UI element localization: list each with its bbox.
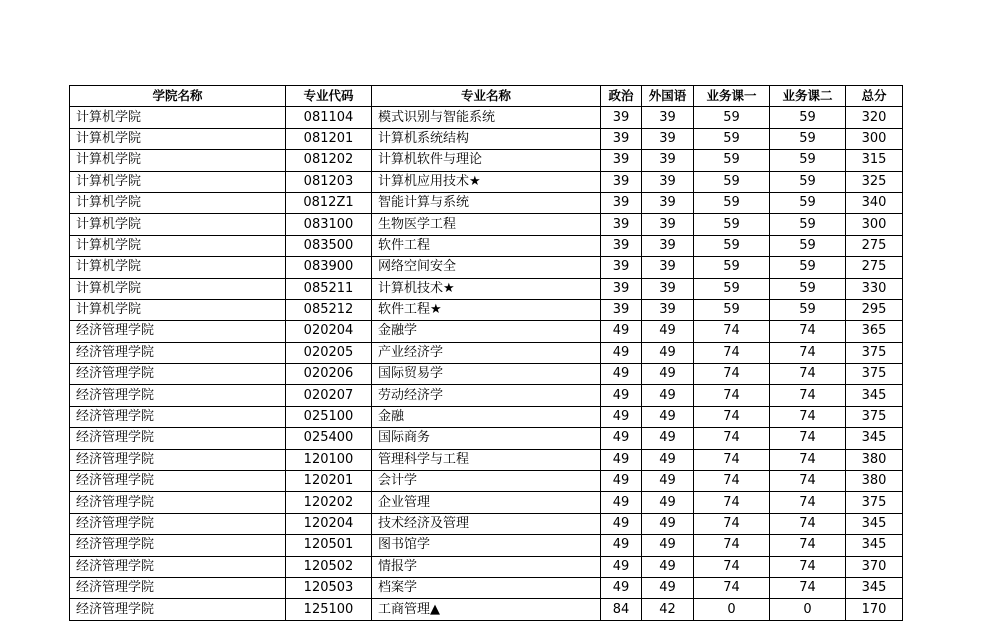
- cell-course-two: 59: [770, 171, 846, 192]
- cell-politics: 39: [601, 278, 642, 299]
- table-row: [70, 192, 903, 213]
- cell-major-name: 档案学: [372, 577, 601, 598]
- cell-course-two: 74: [770, 535, 846, 556]
- cell-major-code: 085211: [286, 278, 372, 299]
- table-row: [70, 321, 903, 342]
- cell-course-one: 74: [694, 513, 770, 534]
- cell-major-name: 模式识别与智能系统: [372, 107, 601, 128]
- cell-college: 经济管理学院: [70, 599, 286, 620]
- cell-politics: 49: [601, 492, 642, 513]
- header-politics: 政治: [601, 86, 642, 107]
- table-row: [70, 449, 903, 470]
- cell-major-name: 网络空间安全: [372, 257, 601, 278]
- cell-college: 经济管理学院: [70, 535, 286, 556]
- cell-major-name: 技术经济及管理: [372, 513, 601, 534]
- table-row: [70, 492, 903, 513]
- cell-politics: 39: [601, 150, 642, 171]
- cell-foreign-language: 49: [642, 535, 694, 556]
- cell-course-two: 59: [770, 257, 846, 278]
- cell-course-one: 74: [694, 385, 770, 406]
- cell-politics: 49: [601, 449, 642, 470]
- cell-course-two: 59: [770, 192, 846, 213]
- cell-total: 275: [846, 235, 903, 256]
- cell-course-one: 59: [694, 107, 770, 128]
- cell-major-name: 产业经济学: [372, 342, 601, 363]
- cell-course-one: 74: [694, 406, 770, 427]
- cell-course-one: 74: [694, 342, 770, 363]
- cell-course-two: 59: [770, 299, 846, 320]
- cell-course-two: 74: [770, 428, 846, 449]
- header-foreign-language: 外国语: [642, 86, 694, 107]
- cell-college: 经济管理学院: [70, 428, 286, 449]
- cell-major-code: 020205: [286, 342, 372, 363]
- cell-foreign-language: 39: [642, 257, 694, 278]
- cell-total: 300: [846, 214, 903, 235]
- cell-major-code: 025400: [286, 428, 372, 449]
- cell-course-two: 59: [770, 278, 846, 299]
- cell-politics: 39: [601, 235, 642, 256]
- cell-course-one: 59: [694, 299, 770, 320]
- table-row: [70, 556, 903, 577]
- cell-major-name: 计算机软件与理论: [372, 150, 601, 171]
- cell-major-name: 计算机系统结构: [372, 128, 601, 149]
- cell-politics: 49: [601, 535, 642, 556]
- table-header-row: [70, 86, 903, 107]
- cell-foreign-language: 49: [642, 385, 694, 406]
- cell-college: 计算机学院: [70, 299, 286, 320]
- cell-total: 375: [846, 492, 903, 513]
- cell-major-code: 020204: [286, 321, 372, 342]
- cell-major-name: 软件工程★: [372, 299, 601, 320]
- cell-college: 经济管理学院: [70, 577, 286, 598]
- cell-college: 计算机学院: [70, 257, 286, 278]
- cell-college: 经济管理学院: [70, 385, 286, 406]
- header-major-code: 专业代码: [286, 86, 372, 107]
- table-row: [70, 299, 903, 320]
- cell-college: 经济管理学院: [70, 321, 286, 342]
- cell-major-code: 120201: [286, 471, 372, 492]
- cell-college: 经济管理学院: [70, 513, 286, 534]
- cell-foreign-language: 49: [642, 471, 694, 492]
- cell-foreign-language: 49: [642, 406, 694, 427]
- cell-total: 375: [846, 406, 903, 427]
- cell-course-two: 74: [770, 449, 846, 470]
- cell-foreign-language: 39: [642, 107, 694, 128]
- cell-course-one: 74: [694, 321, 770, 342]
- cell-total: 315: [846, 150, 903, 171]
- score-table: [69, 85, 903, 621]
- cell-major-code: 083500: [286, 235, 372, 256]
- cell-major-code: 081104: [286, 107, 372, 128]
- header-course-two: 业务课二: [770, 86, 846, 107]
- header-major-name: 专业名称: [372, 86, 601, 107]
- cell-major-code: 081202: [286, 150, 372, 171]
- cell-college: 计算机学院: [70, 235, 286, 256]
- cell-total: 295: [846, 299, 903, 320]
- cell-major-code: 120502: [286, 556, 372, 577]
- cell-total: 375: [846, 364, 903, 385]
- cell-total: 345: [846, 535, 903, 556]
- cell-politics: 39: [601, 257, 642, 278]
- cell-course-one: 74: [694, 492, 770, 513]
- cell-major-code: 120501: [286, 535, 372, 556]
- cell-major-code: 0812Z1: [286, 192, 372, 213]
- cell-course-one: 74: [694, 577, 770, 598]
- cell-course-two: 0: [770, 599, 846, 620]
- cell-major-name: 国际商务: [372, 428, 601, 449]
- cell-foreign-language: 39: [642, 235, 694, 256]
- table-row: [70, 150, 903, 171]
- cell-college: 经济管理学院: [70, 556, 286, 577]
- cell-college: 计算机学院: [70, 107, 286, 128]
- cell-politics: 49: [601, 577, 642, 598]
- cell-major-code: 081203: [286, 171, 372, 192]
- cell-college: 经济管理学院: [70, 449, 286, 470]
- cell-course-one: 59: [694, 192, 770, 213]
- cell-course-one: 0: [694, 599, 770, 620]
- cell-foreign-language: 39: [642, 299, 694, 320]
- cell-total: 345: [846, 577, 903, 598]
- table-row: [70, 364, 903, 385]
- header-course-one: 业务课一: [694, 86, 770, 107]
- cell-major-name: 国际贸易学: [372, 364, 601, 385]
- cell-course-one: 74: [694, 428, 770, 449]
- cell-college: 计算机学院: [70, 214, 286, 235]
- cell-major-name: 情报学: [372, 556, 601, 577]
- cell-total: 345: [846, 428, 903, 449]
- table-row: [70, 577, 903, 598]
- cell-course-one: 59: [694, 235, 770, 256]
- cell-foreign-language: 39: [642, 278, 694, 299]
- cell-course-two: 59: [770, 214, 846, 235]
- cell-total: 340: [846, 192, 903, 213]
- cell-major-name: 图书馆学: [372, 535, 601, 556]
- cell-total: 320: [846, 107, 903, 128]
- cell-major-name: 管理科学与工程: [372, 449, 601, 470]
- cell-foreign-language: 49: [642, 449, 694, 470]
- cell-politics: 49: [601, 321, 642, 342]
- cell-major-name: 智能计算与系统: [372, 192, 601, 213]
- cell-major-code: 081201: [286, 128, 372, 149]
- cell-major-name: 金融学: [372, 321, 601, 342]
- cell-politics: 39: [601, 299, 642, 320]
- cell-major-code: 083900: [286, 257, 372, 278]
- cell-total: 300: [846, 128, 903, 149]
- cell-total: 365: [846, 321, 903, 342]
- cell-course-two: 74: [770, 385, 846, 406]
- cell-major-name: 劳动经济学: [372, 385, 601, 406]
- cell-course-one: 74: [694, 449, 770, 470]
- cell-course-one: 59: [694, 278, 770, 299]
- cell-college: 经济管理学院: [70, 492, 286, 513]
- table-row: [70, 257, 903, 278]
- cell-course-two: 74: [770, 577, 846, 598]
- cell-course-two: 74: [770, 471, 846, 492]
- cell-course-two: 74: [770, 364, 846, 385]
- cell-course-two: 74: [770, 513, 846, 534]
- cell-course-one: 74: [694, 364, 770, 385]
- header-college: 学院名称: [70, 86, 286, 107]
- cell-foreign-language: 42: [642, 599, 694, 620]
- cell-course-one: 74: [694, 535, 770, 556]
- cell-politics: 39: [601, 128, 642, 149]
- cell-major-code: 120100: [286, 449, 372, 470]
- cell-course-two: 74: [770, 321, 846, 342]
- cell-major-code: 085212: [286, 299, 372, 320]
- cell-course-two: 59: [770, 107, 846, 128]
- table-row: [70, 471, 903, 492]
- cell-total: 275: [846, 257, 903, 278]
- cell-major-code: 083100: [286, 214, 372, 235]
- cell-college: 经济管理学院: [70, 342, 286, 363]
- cell-politics: 84: [601, 599, 642, 620]
- cell-foreign-language: 49: [642, 577, 694, 598]
- cell-foreign-language: 49: [642, 556, 694, 577]
- cell-foreign-language: 49: [642, 342, 694, 363]
- table-row: [70, 214, 903, 235]
- cell-foreign-language: 39: [642, 192, 694, 213]
- cell-total: 370: [846, 556, 903, 577]
- cell-college: 经济管理学院: [70, 471, 286, 492]
- cell-course-one: 59: [694, 150, 770, 171]
- cell-total: 325: [846, 171, 903, 192]
- cell-course-two: 74: [770, 342, 846, 363]
- cell-college: 计算机学院: [70, 278, 286, 299]
- cell-politics: 49: [601, 364, 642, 385]
- cell-major-code: 025100: [286, 406, 372, 427]
- cell-foreign-language: 49: [642, 492, 694, 513]
- cell-total: 380: [846, 471, 903, 492]
- cell-total: 345: [846, 385, 903, 406]
- cell-foreign-language: 49: [642, 321, 694, 342]
- table-row: [70, 599, 903, 620]
- cell-politics: 39: [601, 107, 642, 128]
- table-row: [70, 535, 903, 556]
- table-row: [70, 385, 903, 406]
- cell-course-one: 59: [694, 128, 770, 149]
- cell-total: 345: [846, 513, 903, 534]
- cell-major-name: 计算机技术★: [372, 278, 601, 299]
- cell-foreign-language: 39: [642, 214, 694, 235]
- cell-course-two: 74: [770, 492, 846, 513]
- cell-course-one: 59: [694, 171, 770, 192]
- table-row: [70, 513, 903, 534]
- cell-major-code: 020206: [286, 364, 372, 385]
- cell-total: 380: [846, 449, 903, 470]
- cell-course-one: 74: [694, 471, 770, 492]
- cell-politics: 49: [601, 428, 642, 449]
- cell-course-two: 59: [770, 235, 846, 256]
- cell-total: 170: [846, 599, 903, 620]
- cell-major-name: 工商管理▲: [372, 599, 601, 620]
- table-body: [70, 107, 903, 620]
- cell-course-two: 74: [770, 406, 846, 427]
- cell-total: 330: [846, 278, 903, 299]
- cell-politics: 39: [601, 171, 642, 192]
- cell-course-one: 74: [694, 556, 770, 577]
- cell-major-code: 120204: [286, 513, 372, 534]
- cell-course-one: 59: [694, 257, 770, 278]
- table-row: [70, 128, 903, 149]
- cell-foreign-language: 49: [642, 513, 694, 534]
- cell-politics: 49: [601, 556, 642, 577]
- cell-major-name: 软件工程: [372, 235, 601, 256]
- cell-major-name: 计算机应用技术★: [372, 171, 601, 192]
- table-row: [70, 235, 903, 256]
- cell-college: 经济管理学院: [70, 406, 286, 427]
- cell-politics: 39: [601, 214, 642, 235]
- cell-course-two: 74: [770, 556, 846, 577]
- cell-college: 计算机学院: [70, 171, 286, 192]
- cell-major-name: 生物医学工程: [372, 214, 601, 235]
- cell-course-two: 59: [770, 150, 846, 171]
- cell-college: 计算机学院: [70, 128, 286, 149]
- cell-foreign-language: 39: [642, 171, 694, 192]
- cell-major-code: 120202: [286, 492, 372, 513]
- cell-college: 计算机学院: [70, 192, 286, 213]
- cell-politics: 49: [601, 342, 642, 363]
- table-row: [70, 428, 903, 449]
- cell-college: 经济管理学院: [70, 364, 286, 385]
- cell-foreign-language: 49: [642, 428, 694, 449]
- cell-course-one: 59: [694, 214, 770, 235]
- cell-major-name: 企业管理: [372, 492, 601, 513]
- cell-politics: 49: [601, 406, 642, 427]
- cell-major-code: 125100: [286, 599, 372, 620]
- cell-foreign-language: 39: [642, 150, 694, 171]
- cell-politics: 49: [601, 513, 642, 534]
- cell-politics: 39: [601, 192, 642, 213]
- cell-college: 计算机学院: [70, 150, 286, 171]
- cell-major-name: 金融: [372, 406, 601, 427]
- cell-politics: 49: [601, 385, 642, 406]
- cell-course-two: 59: [770, 128, 846, 149]
- table-row: [70, 342, 903, 363]
- cell-major-code: 020207: [286, 385, 372, 406]
- cell-politics: 49: [601, 471, 642, 492]
- cell-foreign-language: 39: [642, 128, 694, 149]
- header-total: 总分: [846, 86, 903, 107]
- cell-foreign-language: 49: [642, 364, 694, 385]
- cell-major-code: 120503: [286, 577, 372, 598]
- table-row: [70, 406, 903, 427]
- table-row: [70, 278, 903, 299]
- cell-major-name: 会计学: [372, 471, 601, 492]
- cell-total: 375: [846, 342, 903, 363]
- table-row: [70, 171, 903, 192]
- table-row: [70, 107, 903, 128]
